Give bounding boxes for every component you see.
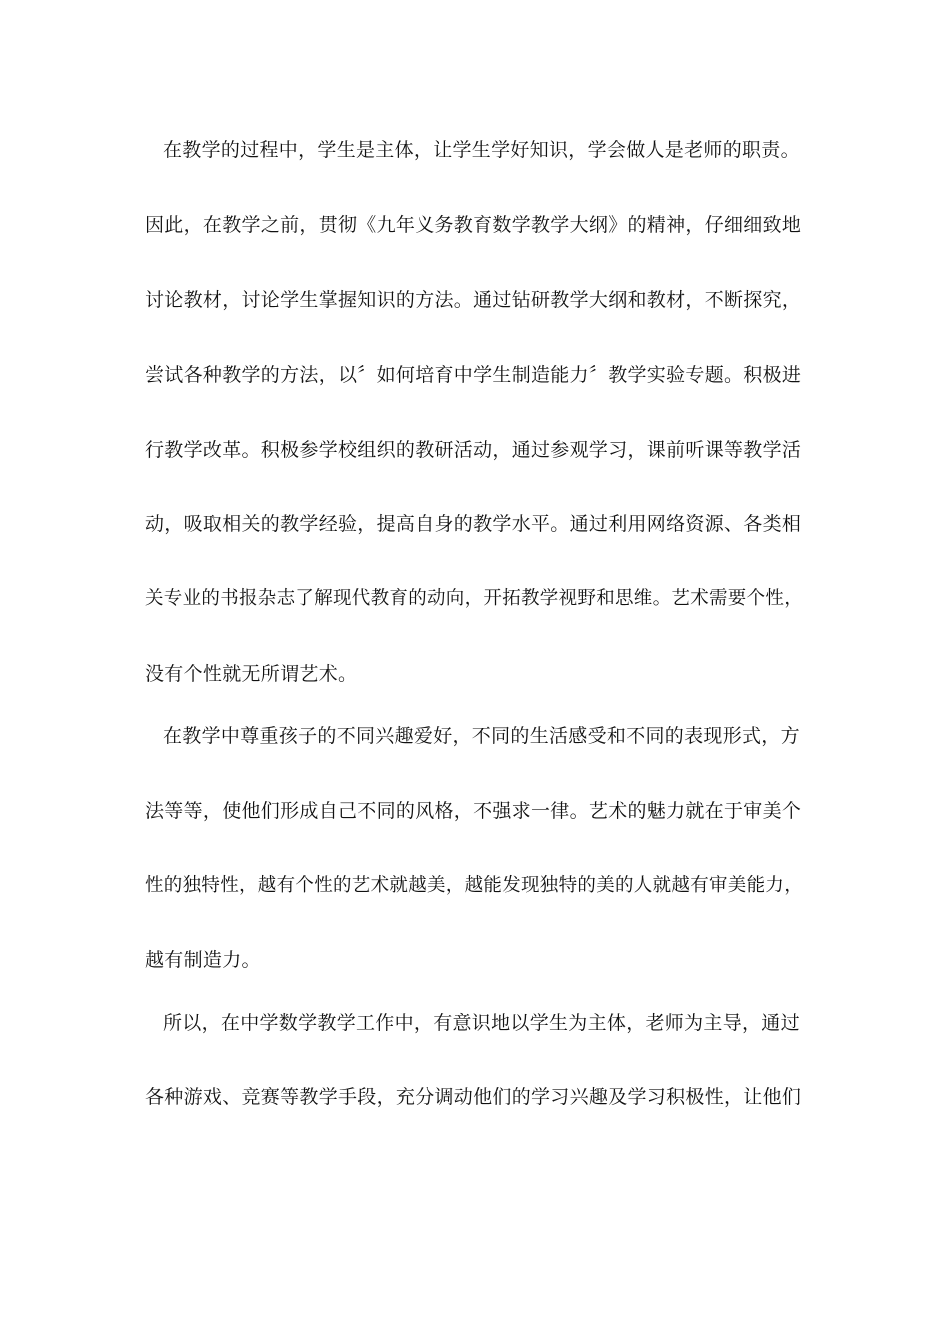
text-line: 尝试各种教学的方法，以〞如何培育中学生制造能力〞教学实验专题。积极进	[145, 364, 802, 386]
text-line: 没有个性就无所谓艺术。	[145, 663, 358, 685]
text-line: 关专业的书报杂志了解现代教育的动向，开拓教学视野和思维。艺术需要个性，	[145, 588, 804, 609]
text-line: 所以，在中学数学教学工作中，有意识地以学生为主体，老师为主导，通过	[163, 1012, 800, 1034]
text-line: 在教学中尊重孩子的不同兴趣爱好，不同的生活感受和不同的表现形式，方	[163, 725, 800, 747]
text-line: 在教学的过程中，学生是主体，让学生学好知识，学会做人是老师的职责。	[163, 139, 800, 161]
text-line: 行教学改革。积极参学校组织的教研活动，通过参观学习，课前听课等教学活	[145, 439, 802, 461]
text-line: 各种游戏、竞赛等教学手段，充分调动他们的学习兴趣及学习积极性，让他们	[145, 1086, 802, 1108]
text-line: 讨论教材，讨论学生掌握知识的方法。通过钻研教学大纲和教材，不断探究，	[145, 289, 802, 311]
text-line: 越有制造力。	[145, 949, 261, 971]
text-line: 因此，在教学之前，贯彻《九年义务教育数学教学大纲》的精神，仔细细致地	[145, 214, 802, 236]
text-line: 动，吸取相关的教学经验，提高自身的教学水平。通过利用网络资源、各类相	[145, 513, 802, 535]
text-line: 性的独特性，越有个性的艺术就越美，越能发现独特的美的人就越有审美能力，	[145, 875, 804, 896]
text-line: 法等等，使他们形成自己不同的风格，不强求一律。艺术的魅力就在于审美个	[145, 800, 802, 822]
